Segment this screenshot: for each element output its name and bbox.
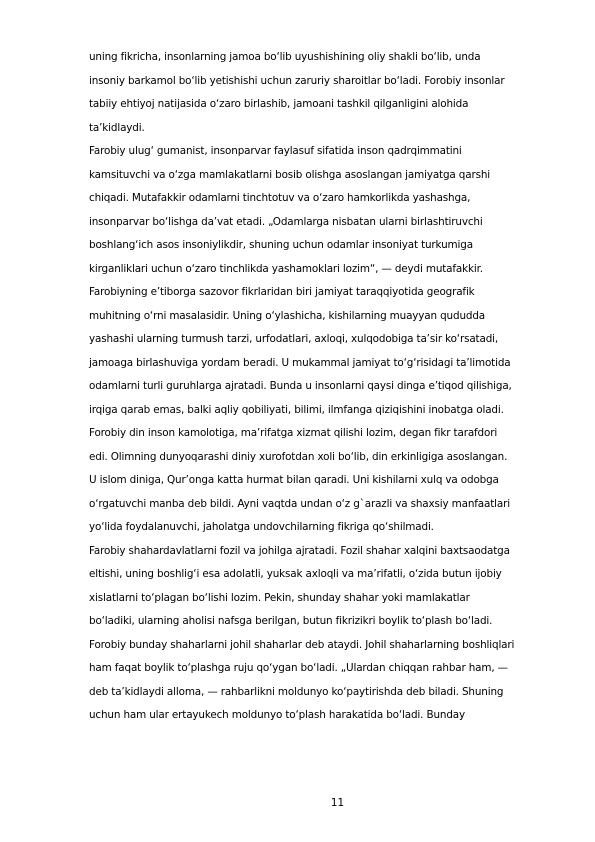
text-line: insonparvar bo‘lishga da’vat etadi. „Odamlarga nisbatan ularni birlashtiruvchi <box>89 215 483 228</box>
text-line: Farobiy shahardavlatlarni fozil va johilga ajratadi. Fozil shahar xalqini baxtsaodatga <box>89 544 510 557</box>
text-line: kamsituvchi va o‘zga mamlakatlarni bosib olishga asoslangan jamiyatga qarshi <box>89 168 491 181</box>
text-line: edi. Olimning dunyoqarashi diniy xurofotdan xoli bo‘lib, din erkinligiga asoslangan. <box>89 450 508 463</box>
text-line: odamlarni turli guruhlarga ajratadi. Bunda u insonlarni qaysi dinga e’tiqod qilishiga, <box>89 380 512 392</box>
text-line: chiqadi. Mutafakkir odamlarni tinchtotuv va o‘zaro hamkorlikda yashashga, <box>89 192 471 204</box>
text-line: o‘rgatuvchi manba deb bildi. Ayni vaqtda undan o‘z g`arazli va shaxsiy manfaatlari <box>89 497 510 510</box>
text-line: jamoaga birlashuviga yordam beradi. U mukammal jamiyat to‘g‘risidagi ta’limotida <box>89 356 511 369</box>
text-line: uning fikricha, insonlarning jamoa bo‘lib uyushishining oliy shakli bo‘lib, unda <box>89 51 481 63</box>
text-line: ham faqat boylik to‘plashga ruju qo‘ygan bo‘ladi. „Ulardan chiqqan rahbar ham, — <box>89 662 508 674</box>
text-line: yo‘lida foydalanuvchi, jaholatga undovchilarning fikriga qo‘shilmadi. <box>89 521 434 533</box>
text-line: eltishi, uning boshlig‘i esa adolatli, yuksak axloqli va ma’rifatli, o‘zida butun ijobiy <box>89 568 502 580</box>
text-line: insoniy barkamol bo‘lib yetishishi uchun zaruriy sharoitlar bo‘ladi. Forobiy insonlar <box>89 74 505 87</box>
text-line: bo‘ladiki, ularning aholisi nafsga berilgan, butun fikrizikri boylik to‘plash bo‘ladi. <box>89 615 493 627</box>
text-line: ta’kidlaydi. <box>89 121 145 134</box>
text-line: Forobiy bunday shaharlarni johil shaharlar deb ataydi. Johil shaharlarning boshliqlari <box>89 638 515 651</box>
page-number: 11 <box>330 797 345 809</box>
text-line: muhitning o‘rni masalasidir. Uning o‘ylashicha, kishilarning muayyan qududda <box>89 309 485 322</box>
text-line: uchun ham ular ertayukech moldunyo to‘plash harakatida bo‘ladi. Bunday <box>89 709 465 721</box>
text-line: Forobiy din inson kamolotiga, ma’rifatga xizmat qilishi lozim, degan fikr tarafdori <box>89 427 498 439</box>
text-line: deb ta’kidlaydi alloma, — rahbarlikni moldunyo ko‘paytirishda deb biladi. Shuning <box>89 685 504 698</box>
text-line: boshlang‘ich asos insoniylikdir, shuning uchun odamlar insoniyat turkumiga <box>89 239 473 251</box>
text-line: yashashi ularning turmush tarzi, urfodatlari, axloqi, xulqodobiga ta’sir ko‘rsatadi, <box>89 333 499 345</box>
text-line: tabiiy ehtiyoj natijasida o‘zaro birlashib, jamoani tashkil qilganligini alohida <box>89 98 469 110</box>
text-line: irqiga qarab emas, balki aqliy qobiliyati, bilimi, ilmfanga qiziqishini inobatga oladi. <box>89 403 504 416</box>
text-line: U islom diniga, Qur’onga katta hurmat bilan qaradi. Uni kishilarni xulq va odobga <box>89 474 499 486</box>
text-line: xislatlarni to‘plagan bo‘lishi lozim. Pekin, shunday shahar yoki mamlakatlar <box>89 591 470 604</box>
text-line: Farobiyning e’tiborga sazovor fikrlaridan biri jamiyat taraqqiyotida geografik <box>89 286 475 298</box>
text-line: Farobiy ulug‘ gumanist, insonparvar faylasuf sifatida inson qadrqimmatini <box>89 145 462 157</box>
text-line: kirganliklari uchun o‘zaro tinchlikda yashamoklari lozim“, — deydi mutafakkir. <box>89 262 483 275</box>
body-text <box>89 46 589 728</box>
